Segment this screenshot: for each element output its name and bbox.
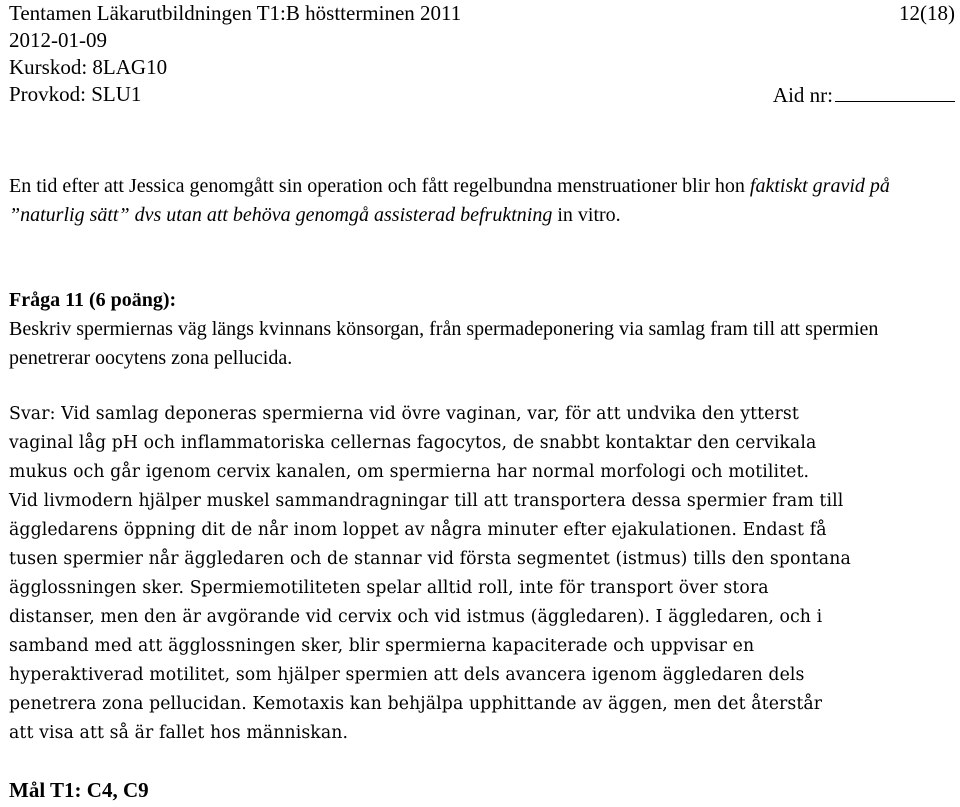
answer-line: ägglossningen sker. Spermiemotiliteten spelar alltid roll, inte för transport över stora [9, 578, 769, 598]
aid-label: Aid nr: [772, 83, 833, 107]
question-title: Fråga 11 (6 poäng): [9, 289, 177, 311]
answer-line: distanser, men den är avgörande vid cervix och vid istmus (äggledaren). I äggledaren, och i [9, 607, 823, 627]
header-course-row [9, 54, 955, 81]
answer-line: Svar: Vid samlag deponeras spermierna vid övre vaginan, var, för att undvika den ytterst [9, 404, 799, 424]
intro-paragraph [9, 172, 959, 230]
header-date-row [9, 27, 955, 54]
header-exam-row [9, 81, 955, 108]
answer-line: tusen spermier når äggledaren och de stannar vid första segmentet (istmus) tills den spontana [9, 549, 851, 569]
header [9, 0, 955, 108]
header-title-row [9, 0, 955, 27]
answer-line: att visa att så är fallet hos människan. [9, 723, 349, 743]
course-code: Kurskod: 8LAG10 [9, 55, 168, 79]
intro-text-end: in vitro. [552, 204, 621, 226]
exam-date: 2012-01-09 [9, 28, 107, 52]
intro-text-start: En tid efter att Jessica genomgått sin operation och fått regelbundna menstruationer blir hon [9, 175, 750, 197]
aid-number-field [773, 81, 955, 109]
answer-block [9, 400, 959, 748]
aid-blank-line [835, 81, 955, 102]
answer-line: hyperaktiverad motilitet, som hjälper spermien att dels avancera igenom äggledaren dels [9, 665, 805, 685]
answer-line: mukus och går igenom cervix kanalen, om spermierna har normal morfologi och motilitet. [9, 462, 810, 482]
question-text: Beskriv spermiernas väg längs kvinnans könsorgan, från spermadeponering via samlag fram till att spermien penetrerar oocytens zona pellucida. [9, 318, 879, 369]
learning-goal: Mål T1: C4, C9 [9, 778, 149, 802]
answer-line: samband med att ägglossningen sker, blir spermierna kapaciterade och uppvisar en [9, 636, 755, 656]
question-block [9, 286, 959, 373]
answer-line: Vid livmodern hjälper muskel sammandragningar till att transportera dessa spermier fram till [9, 491, 844, 511]
exam-page [9, 0, 955, 802]
intro-italic-text: faktiskt gravid på ”naturlig sätt” dvs utan att behöva genomgå assisterad befruktning [9, 175, 890, 226]
answer-line: äggledarens öppning dit de når inom loppet av några minuter efter ejakulationen. Endast få [9, 520, 827, 540]
answer-line: penetrera zona pellucidan. Kemotaxis kan behjälpa upphittande av äggen, men det återstår [9, 694, 823, 714]
exam-code: Provkod: SLU1 [9, 82, 142, 106]
exam-title: Tentamen Läkarutbildningen T1:B höstterminen 2011 [9, 1, 462, 25]
answer-line: vaginal låg pH och inflammatoriska cellernas fagocytos, de snabbt kontaktar den cervikala [9, 433, 817, 453]
page-number: 12(18) [899, 1, 955, 25]
